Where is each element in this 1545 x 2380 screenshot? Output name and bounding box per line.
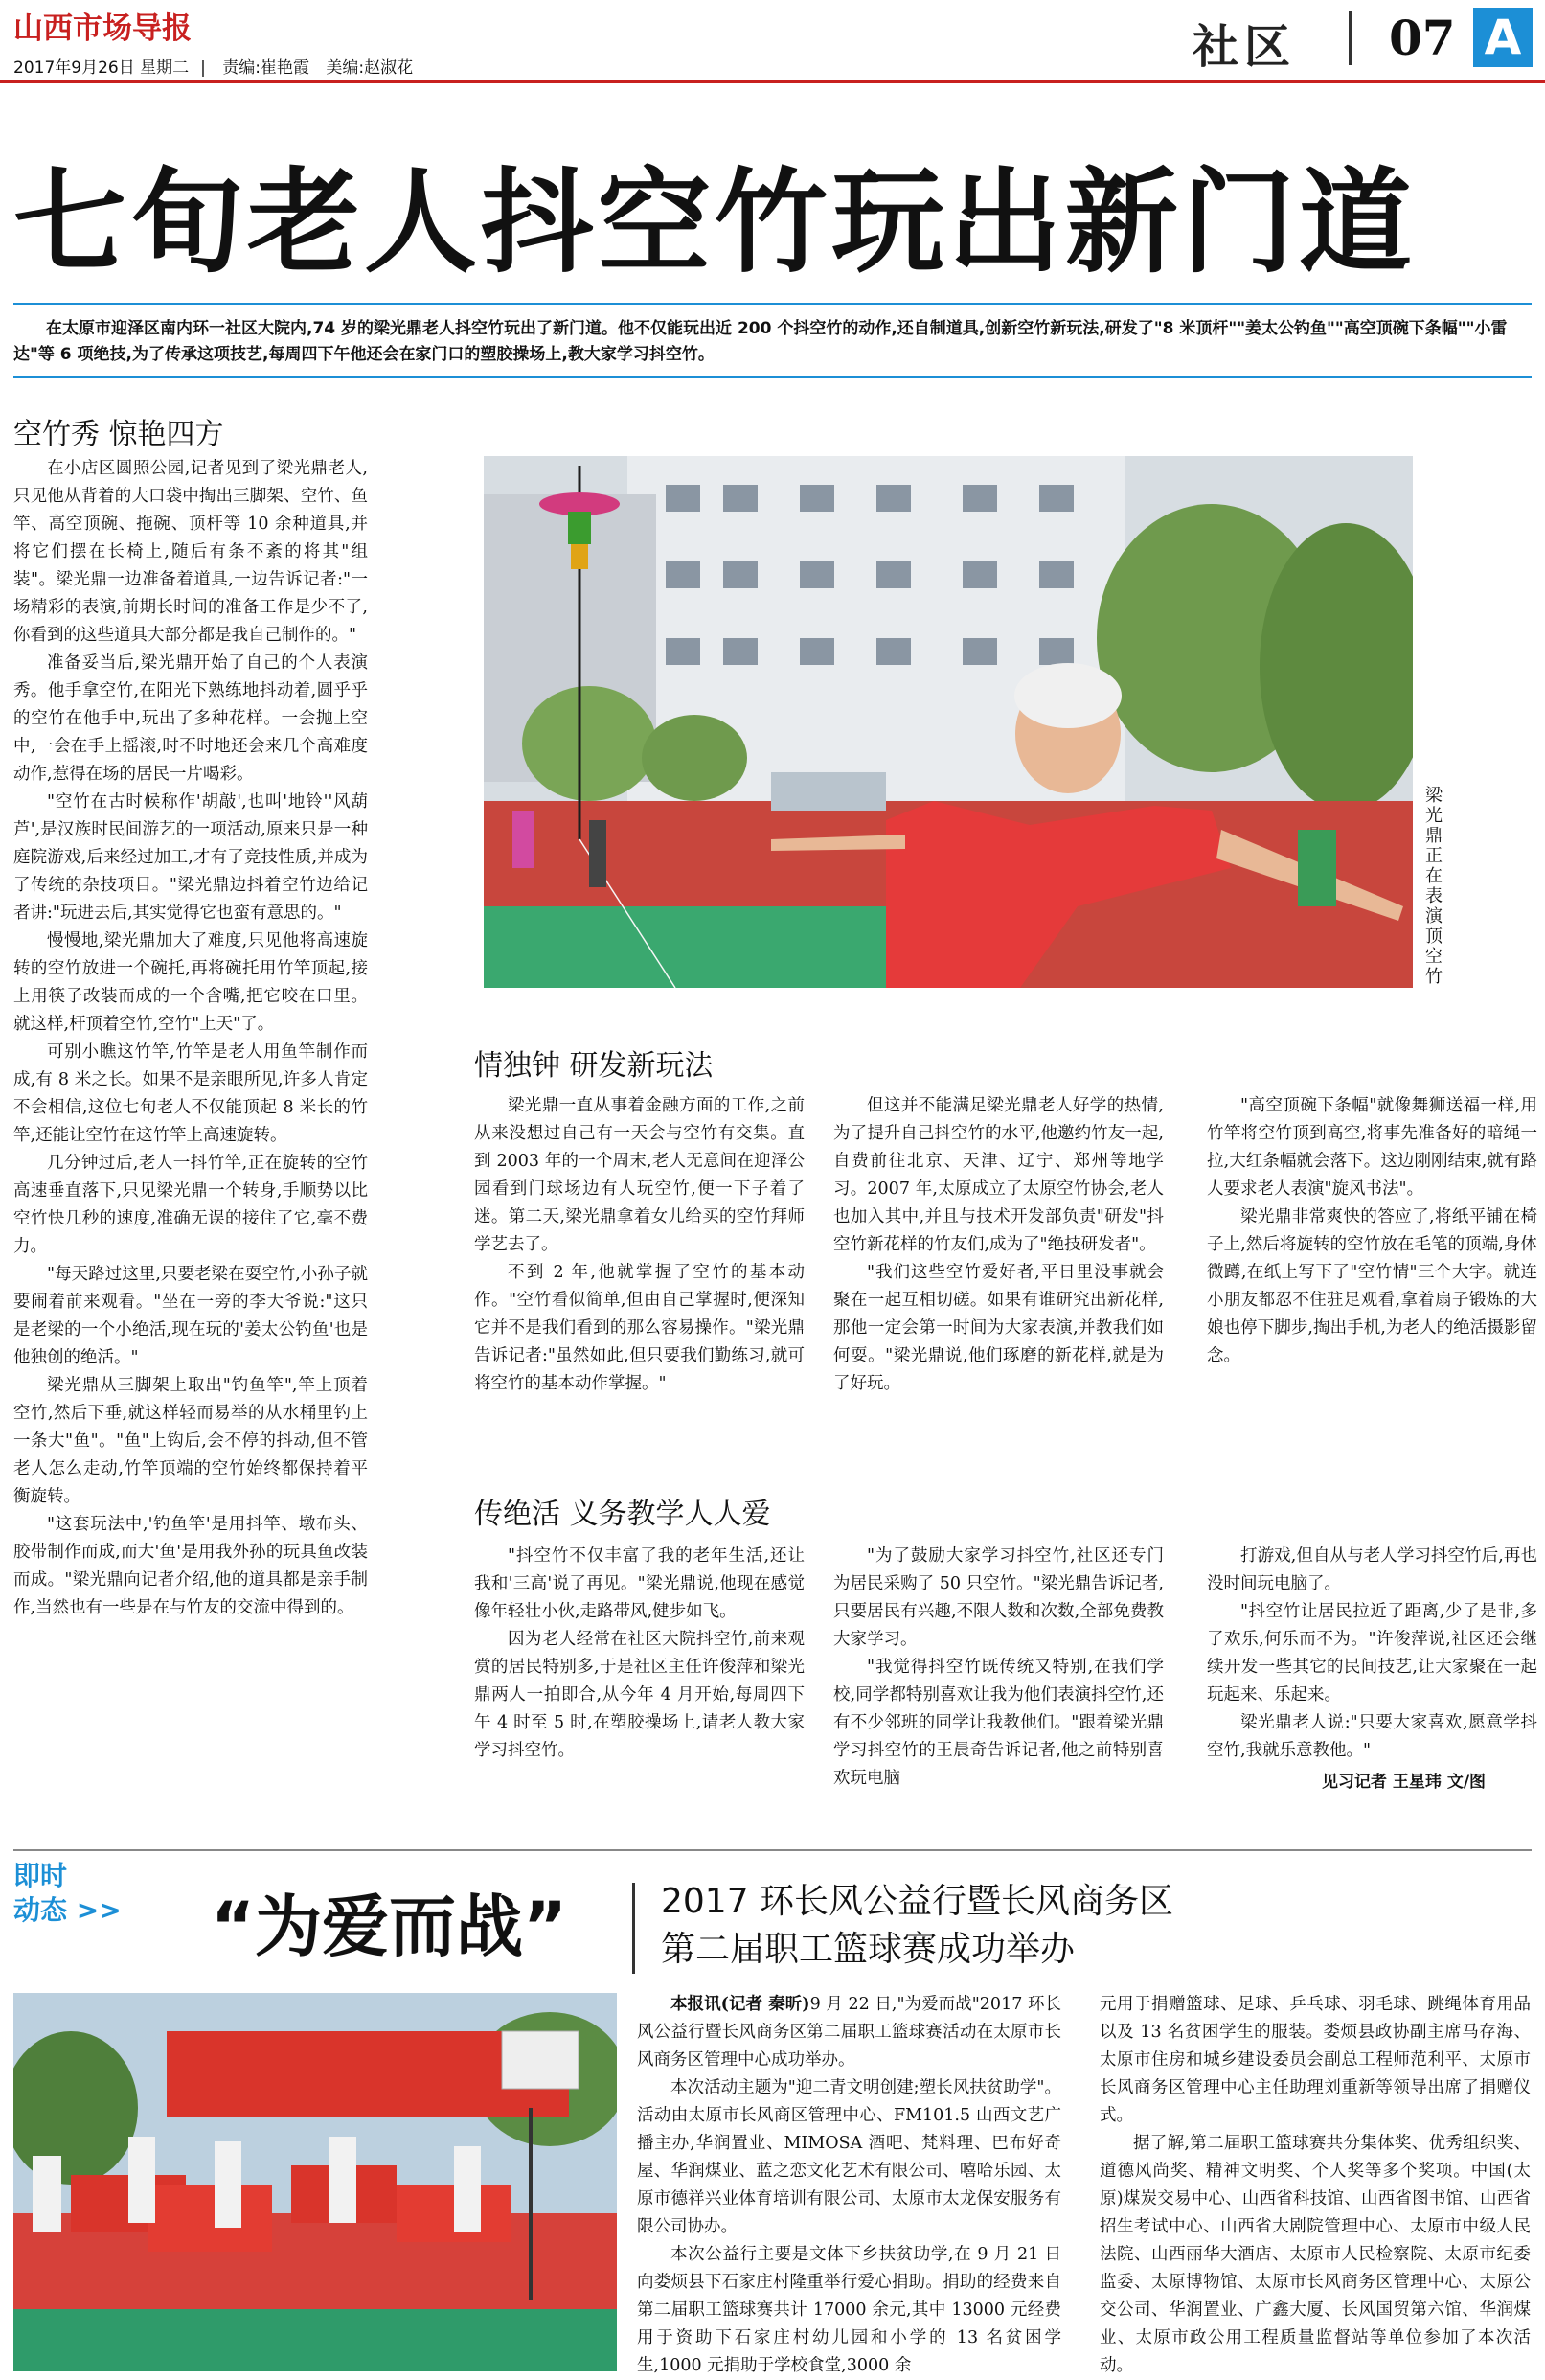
paragraph: 可别小瞧这竹竿,竹竿是老人用鱼竿制作而成,有 8 米之长。如果不是亲眼所见,许多人肯定不会相信,这位七旬老人不仅能顶起 8 米长的竹竿,还能让空竹在这竹竿上高速旋转。 <box>13 1042 368 1145</box>
paragraph: 在小店区圆照公园,记者见到了梁光鼎老人,只见他从背着的大口袋中掏出三脚架、空竹、鱼竿、高空顶碗、拖碗、顶杆等 10 余种道具,并将它们摆在长椅上,随后有条不紊的将其"组装"。梁光鼎一边准备着道具,一边告诉记者:"一场精彩的表演,前期长时间的准备工作是少不了,你看到的这些道具大部分都是我自己制作的。" <box>13 459 368 645</box>
news-photo <box>13 1993 617 2371</box>
news-flash-label-line1: 即时 <box>13 1860 68 1891</box>
section2-column-1 <box>474 1092 805 1398</box>
article-lead: 在太原市迎泽区南内环一社区大院内,74 岁的梁光鼎老人抖空竹玩出了新门道。他不仅能玩出近 200 个抖空竹的动作,还自制道具,创新空竹新玩法,研发了"8 米顶杆""姜太公钓鱼""高空顶碗下条幅""小雷达"等 6 项绝技,为了传承这项技艺,每周四下午他还会在家门口的塑胶操场上,教大家学习抖空竹。 <box>13 319 1508 364</box>
page-number: 07 <box>1389 10 1456 66</box>
section2-column-3 <box>1207 1092 1537 1370</box>
paragraph: "这套玩法中,'钓鱼竿'是用抖竿、墩布头、胶带制作而成,而大'鱼'是用我外孙的玩具鱼改装而成。"梁光鼎向记者介绍,他的道具都是亲手制作,当然也有一些是在与竹友的交流中得到的。 <box>13 1515 368 1617</box>
editor-credit: 责编:崔艳霞 <box>222 58 309 78</box>
news-column-2 <box>1100 1991 1531 2380</box>
main-photo <box>484 456 1413 988</box>
paragraph: "空竹在古时候称作'胡敲',也叫'地铃''风葫芦',是汉族时民间游艺的一项活动,原来只是一种庭院游戏,后来经过加工,才有了竞技性质,并成为了传统的杂技项目。"梁光鼎边抖着空竹边给记者讲:"玩进去后,其实觉得它也蛮有意思的。" <box>13 792 368 923</box>
news-title-divider <box>632 1883 635 1974</box>
news-column-1 <box>637 1991 1061 2380</box>
lead-rule-bottom <box>13 376 1532 378</box>
paragraph: 据了解,第二届职工篮球赛共分集体奖、优秀组织奖、道德风尚奖、精神文明奖、个人奖等多个奖项。中国(太原)煤炭交易中心、山西省科技馆、山西省图书馆、山西省招生考试中心、山西省大剧院管理中心、太原市中级人民法院、山西丽华大酒店、太原市人民检察院、太原市纪委监委、太原博物馆、太原市长风商务区管理中心、太原公交公司、华润置业、广鑫大厦、长风国贸第六馆、华润煤业、太原市政公用工程质量监督站等单位参加了本次活动。 <box>1100 2134 1531 2375</box>
newspaper-brand: 山西市场导报 <box>13 11 192 46</box>
designer-credit: 美编:赵淑花 <box>326 58 414 78</box>
paragraph: 元用于捐赠篮球、足球、乒乓球、羽毛球、跳绳体育用品以及 13 名贫困学生的服装。娄烦县政协副主席马存海、太原市住房和城乡建设委员会副总工程师范利平、太原市长风商务区管理中心主任助理刘重新等领导出席了捐赠仪式。 <box>1100 1995 1531 2125</box>
news-flash-label-line2: 动态 >> <box>13 1894 122 1926</box>
masthead-rule <box>0 80 1545 83</box>
paragraph: "每天路过这里,只要老梁在耍空竹,小孙子就要闹着前来观看。"坐在一旁的李大爷说:"这只是老梁的一个小绝活,现在玩的'姜太公钓鱼'也是他独创的绝活。" <box>13 1265 368 1367</box>
paragraph: "我觉得抖空竹既传统又特别,在我们学校,同学都特别喜欢让我为他们表演抖空竹,还有不少邻班的同学让我教他们。"跟着梁光鼎学习抖空竹的王晨奇告诉记者,他之前特别喜欢玩电脑 <box>833 1658 1164 1788</box>
masthead-divider <box>1349 11 1352 65</box>
paragraph: 慢慢地,梁光鼎加大了难度,只见他将高速旋转的空竹放进一个碗托,再将碗托用竹竿顶起,接上用筷子改装而成的一个含嘴,把它咬在口里。就这样,杆顶着空竹,空竹"上天"了。 <box>13 931 368 1034</box>
news-title <box>661 1878 1173 1974</box>
section3-column-3 <box>1207 1543 1537 1765</box>
paragraph: 因为老人经常在社区大院抖空竹,前来观赏的居民特别多,于是社区主任许俊萍和梁光鼎两人一拍即合,从今年 4 月开始,每周四下午 4 时至 5 时,在塑胶操场上,请老人教大家学习抖空竹。 <box>474 1630 805 1760</box>
section1-title: 空竹秀 惊艳四方 <box>13 418 224 451</box>
section2-column-2 <box>833 1092 1164 1398</box>
paragraph: 梁光鼎一直从事着金融方面的工作,之前从来没想过自己有一天会与空竹有交集。直到 2003 年的一个周末,老人无意间在迎泽公园看到门球场边有人玩空竹,便一下子着了迷。第二天,梁光鼎拿着女儿给买的空竹拜师学艺去了。 <box>474 1096 805 1254</box>
news-flash-label <box>13 1859 122 1928</box>
paragraph: "高空顶碗下条幅"就像舞狮送福一样,用竹竿将空竹顶到高空,将事先准备好的暗绳一拉,大红条幅就会落下。这边刚刚结束,就有路人要求老人表演"旋风书法"。 <box>1207 1096 1537 1199</box>
paragraph <box>637 1991 1061 2074</box>
paragraph: 几分钟过后,老人一抖竹竿,正在旋转的空竹高速垂直落下,只见梁光鼎一个转身,手顺势以比空竹快几秒的速度,准确无误的接住了它,毫不费力。 <box>13 1154 368 1256</box>
news-quote-title: “为爱而战” <box>211 1888 568 1966</box>
news-reporter: (记者 秦昕) <box>720 1995 810 2014</box>
paragraph: 梁光鼎从三脚架上取出"钓鱼竿",竿上顶着空竹,然后下垂,就这样轻而易举的从水桶里钓上一条大"鱼"。"鱼"上钩后,会不停的抖动,但不管老人怎么走动,竹竿顶端的空竹始终都保持着平衡旋转。 <box>13 1376 368 1506</box>
lead-rule-top <box>13 303 1532 305</box>
dateline: 2017年9月26日 星期二 | 责编:崔艳霞 美编:赵淑花 <box>13 58 414 78</box>
paragraph: "抖空竹让居民拉近了距离,少了是非,多了欢乐,何乐而不为。"许俊萍说,社区还会继续开发一些其它的民间技艺,让大家聚在一起玩起来、乐起来。 <box>1207 1602 1537 1705</box>
photo-caption: 梁光鼎正在表演顶空竹 <box>1425 786 1443 987</box>
paragraph: 梁光鼎非常爽快的答应了,将纸平铺在椅子上,然后将旋转的空竹放在毛笔的顶端,身体微蹲,在纸上写下了"空竹情"三个大字。就连小朋友都忍不住驻足观看,拿着扇子锻炼的大娘也停下脚步,掏出手机,为老人的绝活摄影留念。 <box>1207 1207 1537 1365</box>
paragraph: "为了鼓励大家学习抖空竹,社区还专门为居民采购了 50 只空竹。"梁光鼎告诉记者,只要居民有兴趣,不限人数和次数,全部免费教大家学习。 <box>833 1546 1164 1649</box>
article-byline: 见习记者 王星玮 文/图 <box>1322 1773 1487 1792</box>
issue-date: 2017年9月26日 星期二 <box>13 58 190 78</box>
paragraph: 本次活动主题为"迎二青文明创建;塑长风扶贫助学"。活动由太原市长风商区管理中心、FM101.5 山西文艺广播主办,华润置业、MIMOSA 酒吧、梵料理、巴布好奇屋、华润煤业、蓝之恋文化艺术有限公司、嘻哈乐园、太原市德祥兴业体育培训有限公司、太原市太龙保安服务有限公司协办。 <box>637 2078 1061 2236</box>
page-letter-badge: A <box>1473 8 1533 67</box>
article-headline: 七旬老人抖空竹玩出新门道 <box>13 156 1417 288</box>
paragraph-text: 9 月 22 日,"为爱而战"2017 环长风公益行暨长风商务区第二届职工篮球赛活动在太原市长风商务区管理中心成功举办。 <box>637 1995 1061 2070</box>
paragraph: 打游戏,但自从与老人学习抖空竹后,再也没时间玩电脑了。 <box>1207 1546 1537 1593</box>
section1-column <box>13 455 368 1622</box>
section3-column-2 <box>833 1543 1164 1793</box>
paragraph: "抖空竹不仅丰富了我的老年生活,还让我和'三高'说了再见。"梁光鼎说,他现在感觉像年轻壮小伙,走路带风,健步如飞。 <box>474 1546 805 1621</box>
news-title-line1: 2017 环长风公益行暨长风商务区 <box>661 1882 1174 1921</box>
paragraph: 不到 2 年,他就掌握了空竹的基本动作。"空竹看似简单,但由自己掌握时,便深知它并不是我们看到的那么容易操作。"梁光鼎告诉记者:"虽然如此,但只要我们勤练习,就可将空竹的基本动作掌握。" <box>474 1263 805 1393</box>
paragraph: "我们这些空竹爱好者,平日里没事就会聚在一起互相切磋。如果有谁研究出新花样,那他一定会第一时间为大家表演,并教我们如何耍。"梁光鼎说,他们琢磨的新花样,就是为了好玩。 <box>833 1263 1164 1393</box>
news-title-line2: 第二届职工篮球赛成功举办 <box>661 1930 1076 1969</box>
paragraph: 梁光鼎老人说:"只要大家喜欢,愿意学抖空竹,我就乐意教他。" <box>1207 1713 1537 1760</box>
section-name: 社区 <box>1193 20 1297 74</box>
paragraph: 但这并不能满足梁光鼎老人好学的热情,为了提升自己抖空竹的水平,他邀约竹友一起,自费前往北京、天津、辽宁、郑州等地学习。2007 年,太原成立了太原空竹协会,老人也加入其中,并且与技术开发部负责"研发"抖空竹新花样的竹友们,成为了"绝技研发者"。 <box>833 1096 1164 1254</box>
section3-column-1 <box>474 1543 805 1765</box>
section3-title: 传绝活 义务教学人人爱 <box>474 1498 771 1531</box>
paragraph: 准备妥当后,梁光鼎开始了自己的个人表演秀。他手拿空竹,在阳光下熟练地抖动着,圆乎乎的空竹在他手中,玩出了多种花样。一会抛上空中,一会在手上摇滚,时不时地还会来几个高难度动作,惹得在场的居民一片喝彩。 <box>13 653 368 784</box>
section-divider <box>13 1849 1532 1851</box>
news-lead-prefix: 本报讯 <box>670 1995 721 2014</box>
paragraph: 本次公益行主要是文体下乡扶贫助学,在 9 月 21 日向娄烦县下石家庄村隆重举行爱心捐助。捐助的经费来自第二届职工篮球赛共计 17000 余元,其中 13000 元经费用于资助下石家庄村幼儿园和小学的 13 名贫困学生,1000 元捐助于学校食堂,3000 余 <box>637 2245 1061 2375</box>
section2-title: 情独钟 研发新玩法 <box>474 1049 714 1083</box>
